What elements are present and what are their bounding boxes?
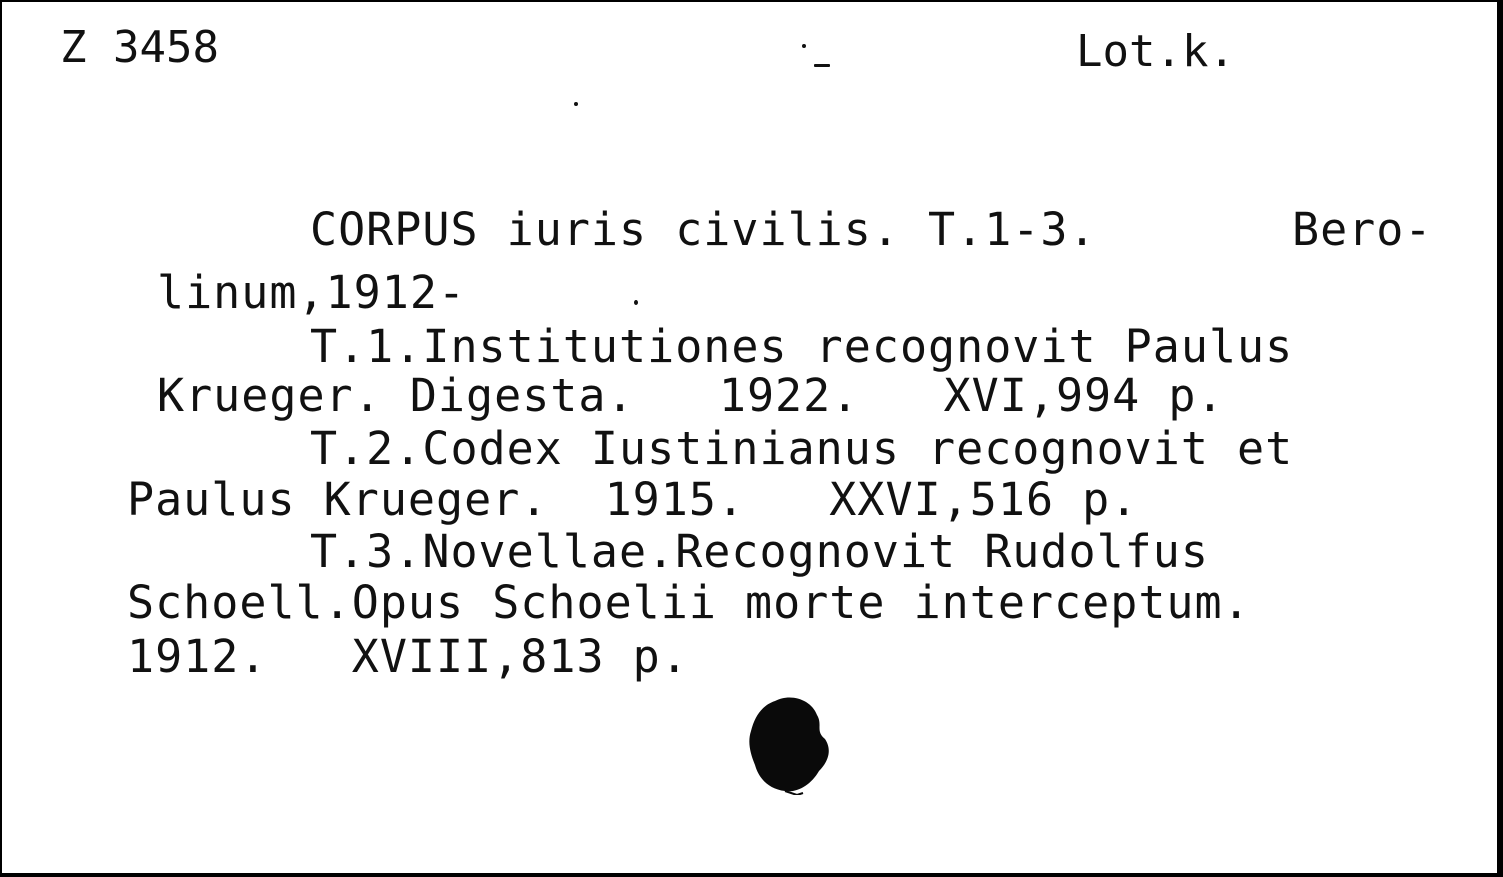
volume-1-line: T.1.Institutiones recognovit Paulus [310,320,1294,373]
volume-1-detail: Krueger. Digesta. 1922. XVI,994 p. [157,369,1225,422]
title-line: CORPUS iuris civilis. T.1-3. [310,203,1097,256]
volume-2-detail: Paulus Krueger. 1915. XXVI,516 p. [127,473,1139,526]
ink-speck [814,64,830,67]
call-number: Z 3458 [60,22,219,73]
imprint-start: Bero- [1292,203,1433,256]
volume-3-detail: Schoell.Opus Schoelii morte interceptum. [127,576,1251,629]
punch-hole-icon [745,695,833,795]
ink-speck [634,300,638,305]
location-mark: Lot.k. [1076,26,1235,77]
volume-3-pages: 1912. XVIII,813 p. [127,630,689,683]
volume-2-line: T.2.Codex Iustinianus recognovit et [310,422,1294,475]
imprint-line: linum,1912- [157,266,467,319]
volume-3-line: T.3.Novellae.Recognovit Rudolfus [310,525,1209,578]
ink-speck [574,102,578,106]
ink-speck [802,44,806,48]
